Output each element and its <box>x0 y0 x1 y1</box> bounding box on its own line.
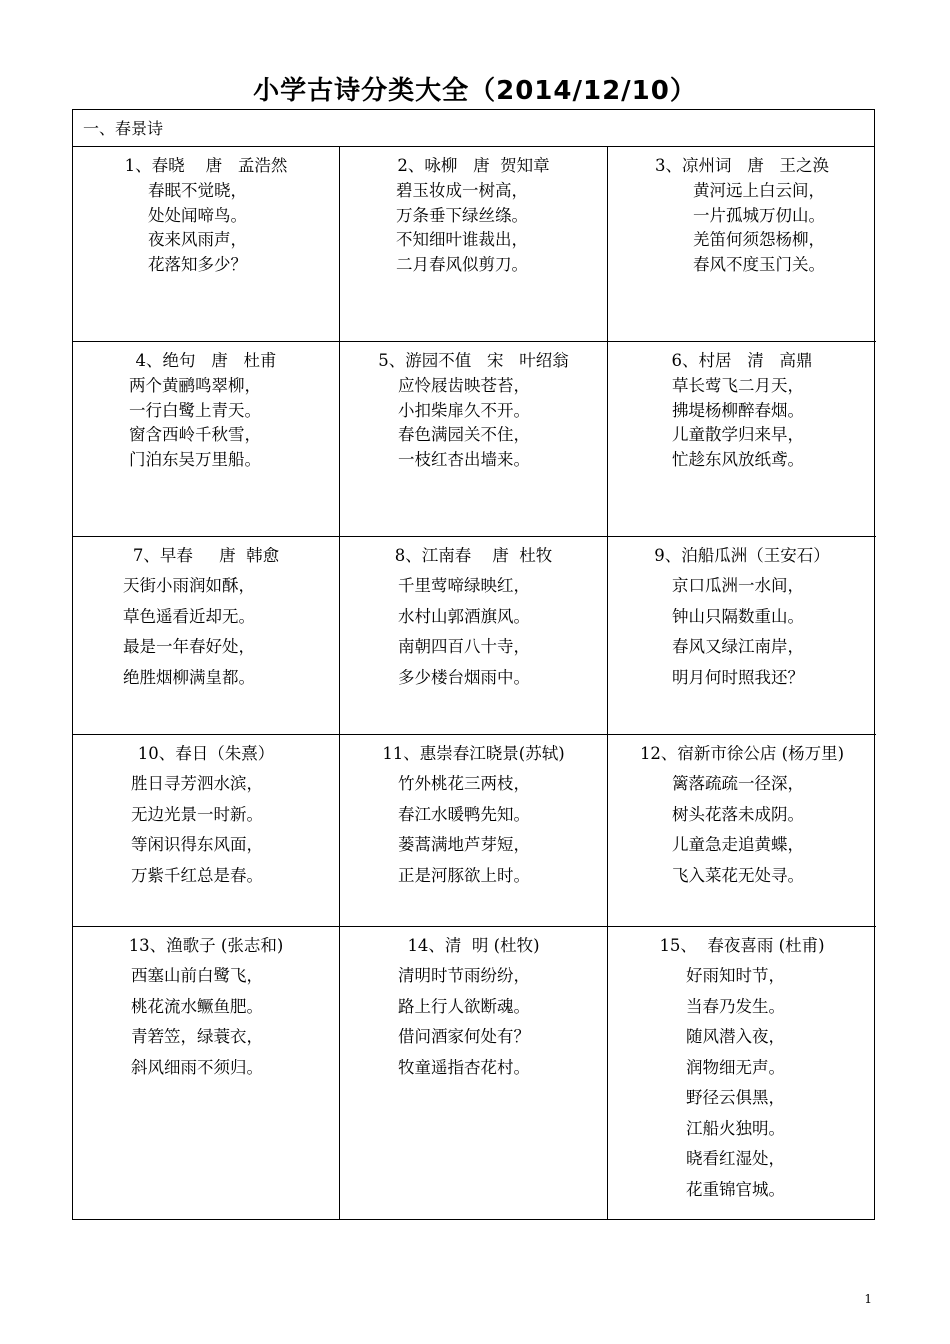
poem-body <box>73 961 339 1083</box>
poem-title: 5、游园不值 宋 叶绍翁 <box>378 351 569 370</box>
poem-line: 天街小雨润如酥， <box>123 576 255 595</box>
poem-body <box>608 769 876 891</box>
poem-line: 春江水暖鸭先知。 <box>398 804 530 824</box>
poem-line: 两个黄鹂鸣翠柳， <box>129 376 261 395</box>
poem-line: 蒌蒿满地芦芽短， <box>398 835 530 854</box>
poem-line: 京口瓜洲一水间， <box>672 576 804 595</box>
poem-line: 飞入菜花无处寻。 <box>672 865 804 885</box>
poem-title: 1、春晓 唐 孟浩然 <box>124 156 288 175</box>
poem-line: 随风潜入夜， <box>686 1027 785 1046</box>
poem-line: 钟山只隔数重山。 <box>672 606 804 626</box>
poem-line: 夜来风雨声， <box>148 230 247 249</box>
poem-line: 羌笛何须怨杨柳， <box>693 230 825 249</box>
poem-line: 黄河远上白云间， <box>693 181 825 200</box>
poem-line: 小扣柴扉久不开。 <box>398 400 530 420</box>
poem-line: 绝胜烟柳满皇都。 <box>123 667 255 687</box>
poem-body <box>608 179 876 277</box>
poem-line: 处处闻啼鸟。 <box>148 205 247 225</box>
poem-line: 儿童急走追黄蝶， <box>672 835 804 854</box>
poem-line: 儿童散学归来早， <box>672 425 804 444</box>
poem-body <box>608 961 876 1205</box>
poem-line: 春色满园关不住， <box>398 425 530 444</box>
poem-line: 花落知多少？ <box>148 254 247 274</box>
poem-cell <box>608 537 876 735</box>
poem-cell <box>73 342 340 537</box>
poem-cell <box>340 735 608 927</box>
poem-title: 11、惠崇春江晓景(苏轼) <box>382 744 565 763</box>
poem-title: 2、咏柳 唐 贺知章 <box>397 156 550 175</box>
poem-title: 3、凉州词 唐 王之涣 <box>655 156 829 175</box>
poem-line: 多少楼台烟雨中。 <box>398 667 530 687</box>
poem-line: 春风不度玉门关。 <box>693 254 825 274</box>
poem-body <box>73 374 339 472</box>
poem-line: 无边光景一时新。 <box>131 804 263 824</box>
poem-line: 树头花落未成阴。 <box>672 804 804 824</box>
poem-line: 草长莺飞二月天， <box>672 376 804 395</box>
poem-line: 春眠不觉晓， <box>148 181 247 200</box>
poem-title: 10、春日（朱熹） <box>137 744 275 763</box>
poem-line: 等闲识得东风面， <box>131 835 263 854</box>
poem-grid <box>73 147 874 1219</box>
section-heading: 一、春景诗 <box>73 110 874 147</box>
poem-body <box>340 961 607 1083</box>
poem-line: 一片孤城万仞山。 <box>693 205 825 225</box>
poem-title: 6、村居 清 高鼎 <box>671 351 813 370</box>
poem-body <box>340 769 607 891</box>
poem-title: 4、绝句 唐 杜甫 <box>135 351 277 370</box>
poem-line: 明月何时照我还？ <box>672 667 804 687</box>
poem-line: 当春乃发生。 <box>686 996 785 1016</box>
poem-cell <box>73 147 340 342</box>
poem-line: 一行白鹭上青天。 <box>129 400 261 420</box>
poem-cell <box>608 735 876 927</box>
poem-line: 不知细叶谁裁出， <box>396 230 528 249</box>
poem-cell <box>608 342 876 537</box>
poem-body <box>73 571 339 693</box>
poem-line: 南朝四百八十寺， <box>398 637 530 656</box>
poem-line: 路上行人欲断魂。 <box>398 996 530 1016</box>
poem-line: 忙趁东风放纸鸢。 <box>672 449 804 469</box>
poem-line: 竹外桃花三两枝， <box>398 774 530 793</box>
poem-line: 二月春风似剪刀。 <box>396 254 528 274</box>
poem-line: 牧童遥指杏花村。 <box>398 1057 530 1077</box>
poem-line: 门泊东吴万里船。 <box>129 449 261 469</box>
poem-line: 花重锦官城。 <box>686 1179 785 1199</box>
poem-cell <box>340 537 608 735</box>
poem-line: 正是河豚欲上时。 <box>398 865 530 885</box>
poem-body <box>73 769 339 891</box>
poem-line: 西塞山前白鹭飞， <box>131 966 263 985</box>
poem-body <box>73 179 339 277</box>
poem-title: 9、泊船瓜洲（王安石） <box>654 546 830 565</box>
poem-cell <box>340 927 608 1219</box>
poem-title: 8、江南春 唐 杜牧 <box>394 546 553 565</box>
poem-body <box>608 374 876 472</box>
poem-line: 最是一年春好处， <box>123 637 255 656</box>
poem-cell <box>73 735 340 927</box>
poem-cell <box>608 147 876 342</box>
poem-title: 14、清 明 (杜牧) <box>407 936 540 955</box>
poem-line: 万紫千红总是春。 <box>131 865 263 885</box>
poem-line: 好雨知时节， <box>686 966 785 985</box>
poem-body <box>340 179 607 277</box>
poem-line: 应怜屐齿映苍苔， <box>398 376 530 395</box>
poem-line: 江船火独明。 <box>686 1118 785 1138</box>
poem-title: 12、宿新市徐公店 (杨万里) <box>639 744 845 763</box>
poem-line: 篱落疏疏一径深， <box>672 774 804 793</box>
poem-line: 润物细无声。 <box>686 1057 785 1077</box>
page-title: 小学古诗分类大全（2014/12/10） <box>253 76 697 106</box>
poem-line: 千里莺啼绿映红， <box>398 576 530 595</box>
poem-table <box>72 109 875 1220</box>
poem-line: 桃花流水鳜鱼肥。 <box>131 996 263 1016</box>
poem-line: 窗含西岭千秋雪， <box>129 425 261 444</box>
poem-line: 清明时节雨纷纷， <box>398 966 530 985</box>
poem-line: 一枝红杏出墙来。 <box>398 449 530 469</box>
poem-line: 拂堤杨柳醉春烟。 <box>672 400 804 420</box>
poem-title: 15、 春夜喜雨 (杜甫) <box>659 936 825 955</box>
poem-cell <box>73 927 340 1219</box>
poem-title: 13、渔歌子 (张志和) <box>128 936 284 955</box>
poem-line: 碧玉妆成一树高， <box>396 181 528 200</box>
poem-line: 晓看红湿处， <box>686 1149 785 1168</box>
poem-line: 胜日寻芳泗水滨， <box>131 774 263 793</box>
poem-cell <box>340 342 608 537</box>
poem-line: 借问酒家何处有？ <box>398 1027 530 1046</box>
page-number: 1 <box>864 1292 872 1306</box>
poem-cell <box>73 537 340 735</box>
poem-line: 青箬笠，绿蓑衣， <box>131 1027 263 1046</box>
poem-title: 7、早春 唐 韩愈 <box>132 546 280 565</box>
poem-line: 水村山郭酒旗风。 <box>398 606 530 626</box>
poem-line: 斜风细雨不须归。 <box>131 1057 263 1077</box>
poem-line: 野径云俱黑， <box>686 1088 785 1107</box>
poem-cell <box>340 147 608 342</box>
poem-body <box>340 374 607 472</box>
poem-line: 草色遥看近却无。 <box>123 606 255 626</box>
poem-line: 春风又绿江南岸， <box>672 637 804 656</box>
poem-body <box>340 571 607 693</box>
poem-line: 万条垂下绿丝绦。 <box>396 205 528 225</box>
poem-body <box>608 571 876 693</box>
poem-cell <box>608 927 876 1219</box>
